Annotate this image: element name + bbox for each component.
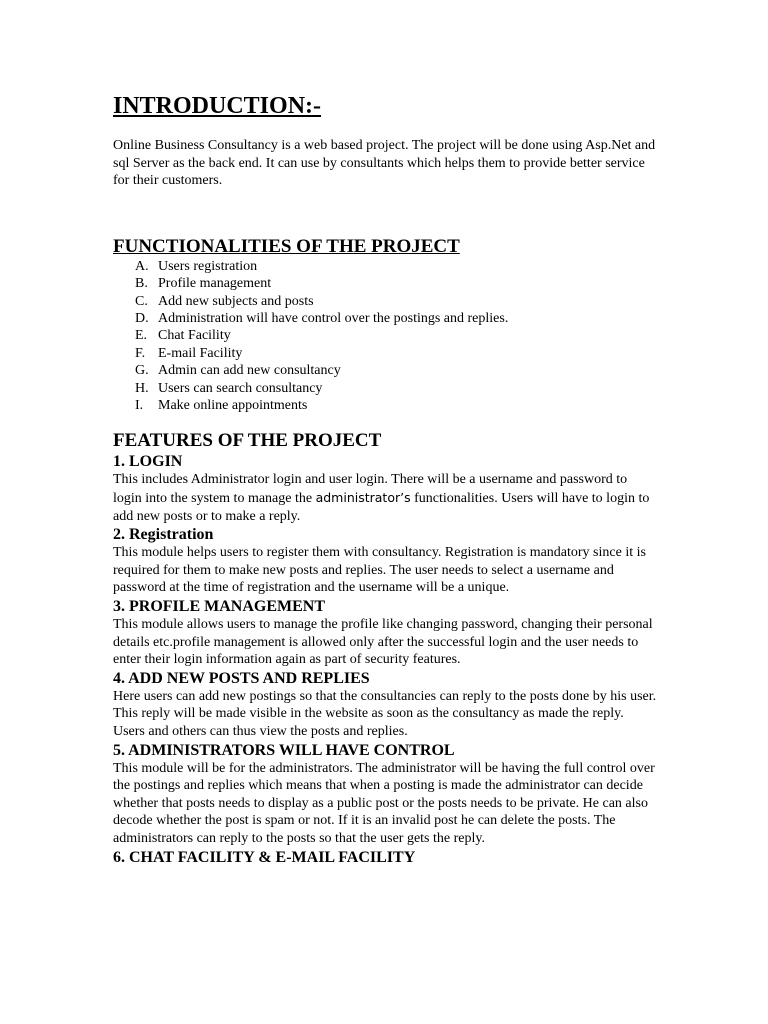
posts-heading: 4. ADD NEW POSTS AND REPLIES	[113, 669, 370, 687]
login-text-before: This includes Administrator login and user login. There will be a username and password to login into the system to manage the	[113, 472, 628, 507]
list-item	[113, 275, 658, 292]
list-marker: C.	[135, 293, 148, 309]
list-item-text: Chat Facility	[158, 328, 231, 344]
list-item	[113, 345, 658, 362]
document-page	[113, 92, 658, 867]
posts-paragraph: Here users can add new postings so that the consultancies can reply to the posts done by his user. This reply will be made visible in the website as soon as the consultancy as made the reply. Users and others can thus view the posts and replies.	[113, 688, 657, 739]
list-item-text: E-mail Facility	[158, 345, 243, 361]
login-heading: 1. LOGIN	[113, 453, 183, 471]
list-marker: I.	[135, 398, 144, 414]
list-item	[113, 293, 658, 310]
registration-paragraph: This module helps users to register them with consultancy. Registration is mandatory since it is required for them to make new posts and replies. The user needs to select a username and password at the time of registration and the username will be a unique.	[113, 545, 646, 596]
list-item	[113, 397, 658, 414]
list-item-text: Add new subjects and posts	[158, 293, 314, 309]
list-marker: H.	[135, 380, 149, 396]
list-item-text: Users can search consultancy	[158, 380, 323, 396]
login-paragraph	[113, 471, 658, 525]
login-text-word: administrator’s	[315, 490, 411, 506]
list-marker: B.	[135, 276, 148, 292]
login-text-after: functionalities. Users will have to login to add new posts or to make a reply.	[113, 491, 650, 524]
profile-heading: 3. PROFILE MANAGEMENT	[113, 598, 325, 615]
list-item-text: Admin can add new consultancy	[158, 363, 341, 379]
registration-heading: 2. Registration	[113, 526, 214, 544]
list-marker: F.	[135, 345, 146, 361]
admin-heading: 5. ADMINISTRATORS WILL HAVE CONTROL	[113, 741, 455, 759]
list-item	[113, 380, 658, 397]
list-marker: G.	[135, 363, 149, 379]
list-item	[113, 327, 658, 344]
list-marker: E.	[135, 328, 148, 344]
list-item-text: Users registration	[158, 258, 258, 274]
list-item-text: Profile management	[158, 276, 272, 292]
list-marker: D.	[135, 311, 149, 326]
functionalities-list	[113, 258, 658, 415]
list-item	[113, 258, 658, 275]
list-item-text: Make online appointments	[158, 398, 308, 414]
list-item	[113, 310, 658, 327]
profile-paragraph: This module allows users to manage the profile like changing password, changing their personal details etc.profile management is allowed only after the successful login and the user needs to enter their login information again as part of security features.	[113, 617, 653, 668]
features-heading: FEATURES OF THE PROJECT	[113, 430, 382, 452]
chat-heading: 6. CHAT FACILITY & E-MAIL FACILITY	[113, 848, 416, 866]
functionalities-heading: FUNCTIONALITIES OF THE PROJECT	[113, 235, 460, 257]
admin-paragraph: This module will be for the administrators. The administrator will be having the full control over the postings and replies which means that when a posting is made the administrator can decide whether that posts needs to display as a public post or the posts needs to be private. He can also decode whether the post is spam or not. If it is an invalid post he can delete the posts. The administrators can reply to the posts so that the user gets the reply.	[113, 760, 655, 846]
list-marker: A.	[135, 258, 149, 274]
list-item-text: Administration will have control over the postings and replies.	[158, 311, 509, 326]
intro-title: INTRODUCTION:-	[113, 93, 322, 119]
list-item	[113, 362, 658, 379]
intro-paragraph: Online Business Consultancy is a web based project. The project will be done using Asp.Net and sql Server as the back end. It can use by consultants which helps them to provide better service for their customers.	[113, 138, 656, 189]
